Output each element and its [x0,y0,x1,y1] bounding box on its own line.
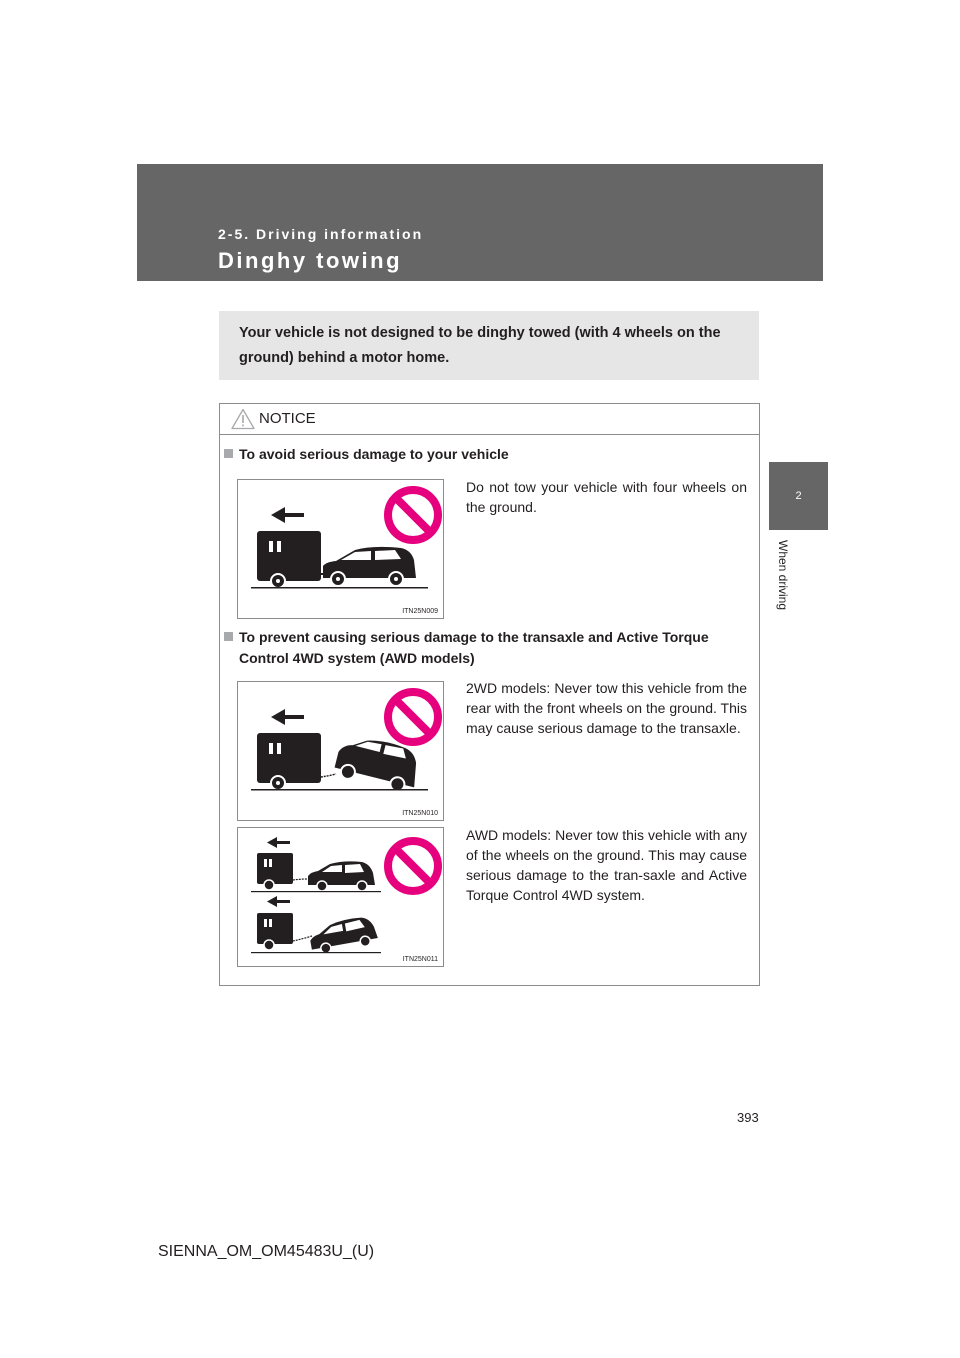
warning-triangle-icon [231,408,255,430]
figure-code: ITN25N011 [402,956,438,963]
notice-section-heading: To avoid serious damage to your vehicle [224,444,754,465]
notice-header [220,404,759,435]
item-description: Do not tow your vehicle with four wheels on the ground. [466,479,747,515]
towing-illustration-icon [238,480,443,618]
figure-code: ITN25N010 [402,810,438,817]
towing-illustration-icon [238,682,443,820]
intro-box: Your vehicle is not designed to be dinghy towed (with 4 wheels on the ground) behind a motor home. [219,311,759,380]
figure-code: ITN25N009 [402,608,438,615]
page-number: 393 [737,1110,759,1125]
bullet-square-icon [224,449,233,458]
item-description: AWD models: Never tow this vehicle with any of the wheels on the ground. This may cause serious damage to the tran-saxle and Active Torque Control 4WD system. [466,827,747,903]
page-title: Dinghy towing [218,248,403,273]
item-description: 2WD models: Never tow this vehicle from the rear with the front wheels on the ground. This may cause serious damage to the transaxle. [466,680,747,736]
chapter-tab[interactable]: 2 [769,462,828,530]
bullet-square-icon [224,632,233,641]
towing-illustration-icon [238,828,443,966]
figure-awd-towing [237,827,444,967]
figure-four-wheels-towing [237,479,444,619]
figure-front-wheels-towing [237,681,444,821]
notice-section-heading: To prevent causing serious damage to the transaxle and Active Torque Control 4WD system (AWD models) [224,627,756,669]
chapter-name: When driving [776,540,790,611]
document-id: SIENNA_OM_OM45483U_(U) [158,1243,375,1260]
notice-title: NOTICE [259,410,316,427]
section-label: 2-5. Driving information [218,226,424,242]
